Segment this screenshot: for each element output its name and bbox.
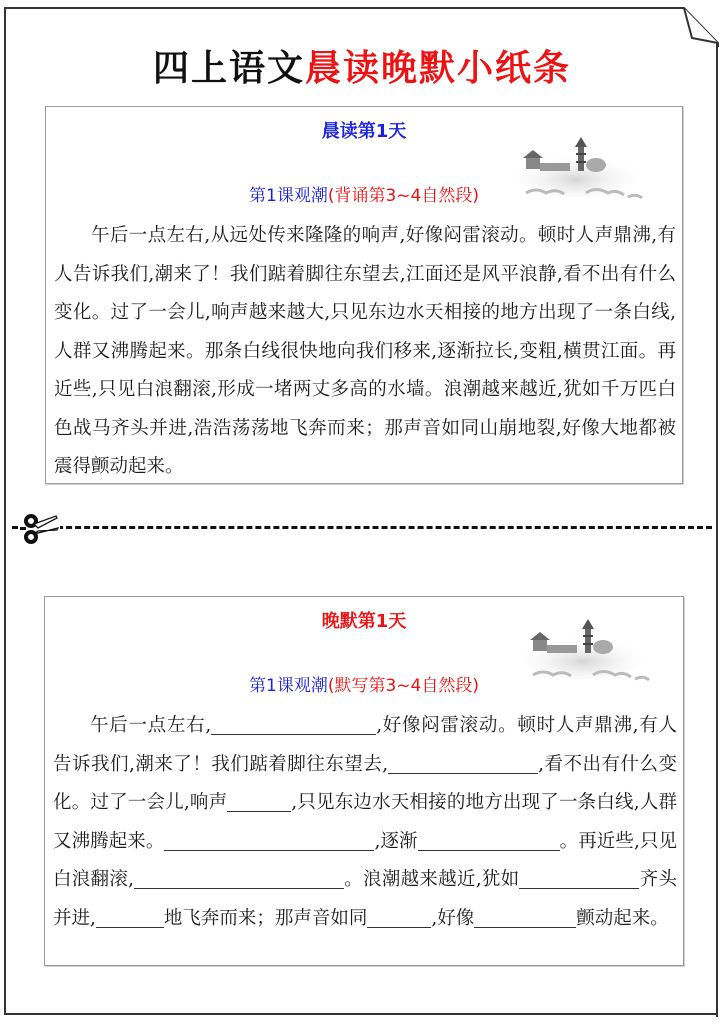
text-segment: 颤动起来。 — [576, 907, 669, 929]
text-segment: ,好像闷雷滚动。顿时人声鼎沸,有人告诉我们,潮来了！我们踮着脚往东望去, — [53, 715, 677, 775]
fill-blank[interactable] — [474, 908, 576, 928]
evening-lesson-line — [45, 671, 683, 696]
morning-heading: 晨读第1天 — [321, 121, 407, 142]
text-segment: ,逐渐 — [374, 830, 418, 852]
evening-heading: 晚默第1天 — [321, 611, 407, 632]
paper-right-edge — [716, 42, 718, 1017]
evening-dictation-card — [44, 596, 684, 966]
fill-blank[interactable] — [418, 831, 560, 851]
morning-passage — [54, 217, 676, 487]
fill-blank[interactable] — [227, 793, 291, 813]
text-segment: ,看不出有什么变化。过了一会儿,响声 — [53, 753, 677, 813]
passage-text: 午后一点左右,从远处传来隆隆的响声,好像闷雷滚动。顿时人声鼎沸,有人告诉我们,潮来了！我们踮着脚往东望去,江面还是风平浪静,看不出有什么变化。过了一会儿,响声越来越大,只见东边水天相接的地方出现了一条白线,人群又沸腾起来。那条白线很快地向我们移来,逐渐拉长,变粗,横贯江面。再近些,只见白浪翻滚,形成一堵两丈多高的水墙。浪潮越来越近,犹如千万匹白色战马齐头并进,浩浩荡荡地飞奔而来；那声音如同山崩地裂,好像大地都被震得颤动起来。 — [54, 225, 676, 477]
text-segment: 午后一点左右, — [90, 715, 212, 736]
cut-line-divider — [12, 526, 712, 529]
fill-blank[interactable] — [367, 908, 431, 928]
scissors-icon — [20, 512, 60, 546]
morning-reading-card — [45, 106, 683, 484]
fill-blank[interactable] — [96, 908, 164, 928]
morning-lesson-line — [46, 181, 682, 206]
fill-blank[interactable] — [519, 870, 639, 890]
paper-top-edge — [4, 7, 684, 9]
dictation-text — [53, 707, 677, 938]
text-segment: 。浪潮越来越近,犹如 — [344, 869, 520, 890]
lesson-task: (背诵第3~4自然段) — [327, 186, 479, 206]
fill-blank[interactable] — [164, 831, 374, 851]
fill-blank[interactable] — [388, 754, 538, 774]
text-segment: 齐头并进, — [53, 869, 677, 929]
lesson-title: 第1课观潮 — [249, 676, 328, 696]
page-title — [0, 40, 724, 91]
fill-blank[interactable] — [211, 716, 376, 736]
text-segment: 。再近些,只见白浪翻滚, — [53, 830, 677, 890]
title-main: 晨读晚默小纸条 — [305, 47, 572, 89]
text-segment: ,好像 — [431, 907, 475, 929]
lesson-task: (默写第3~4自然段) — [327, 676, 479, 696]
title-grade-subject: 四上语文 — [152, 47, 305, 89]
text-segment: 地飞奔而来；那声音如同 — [163, 907, 368, 929]
lesson-title: 第1课观潮 — [249, 186, 328, 206]
evening-passage — [53, 707, 677, 938]
text-segment: ,只见东边水天相接的地方出现了一条白线,人群又沸腾起来。 — [53, 792, 678, 852]
fill-blank[interactable] — [134, 870, 344, 890]
